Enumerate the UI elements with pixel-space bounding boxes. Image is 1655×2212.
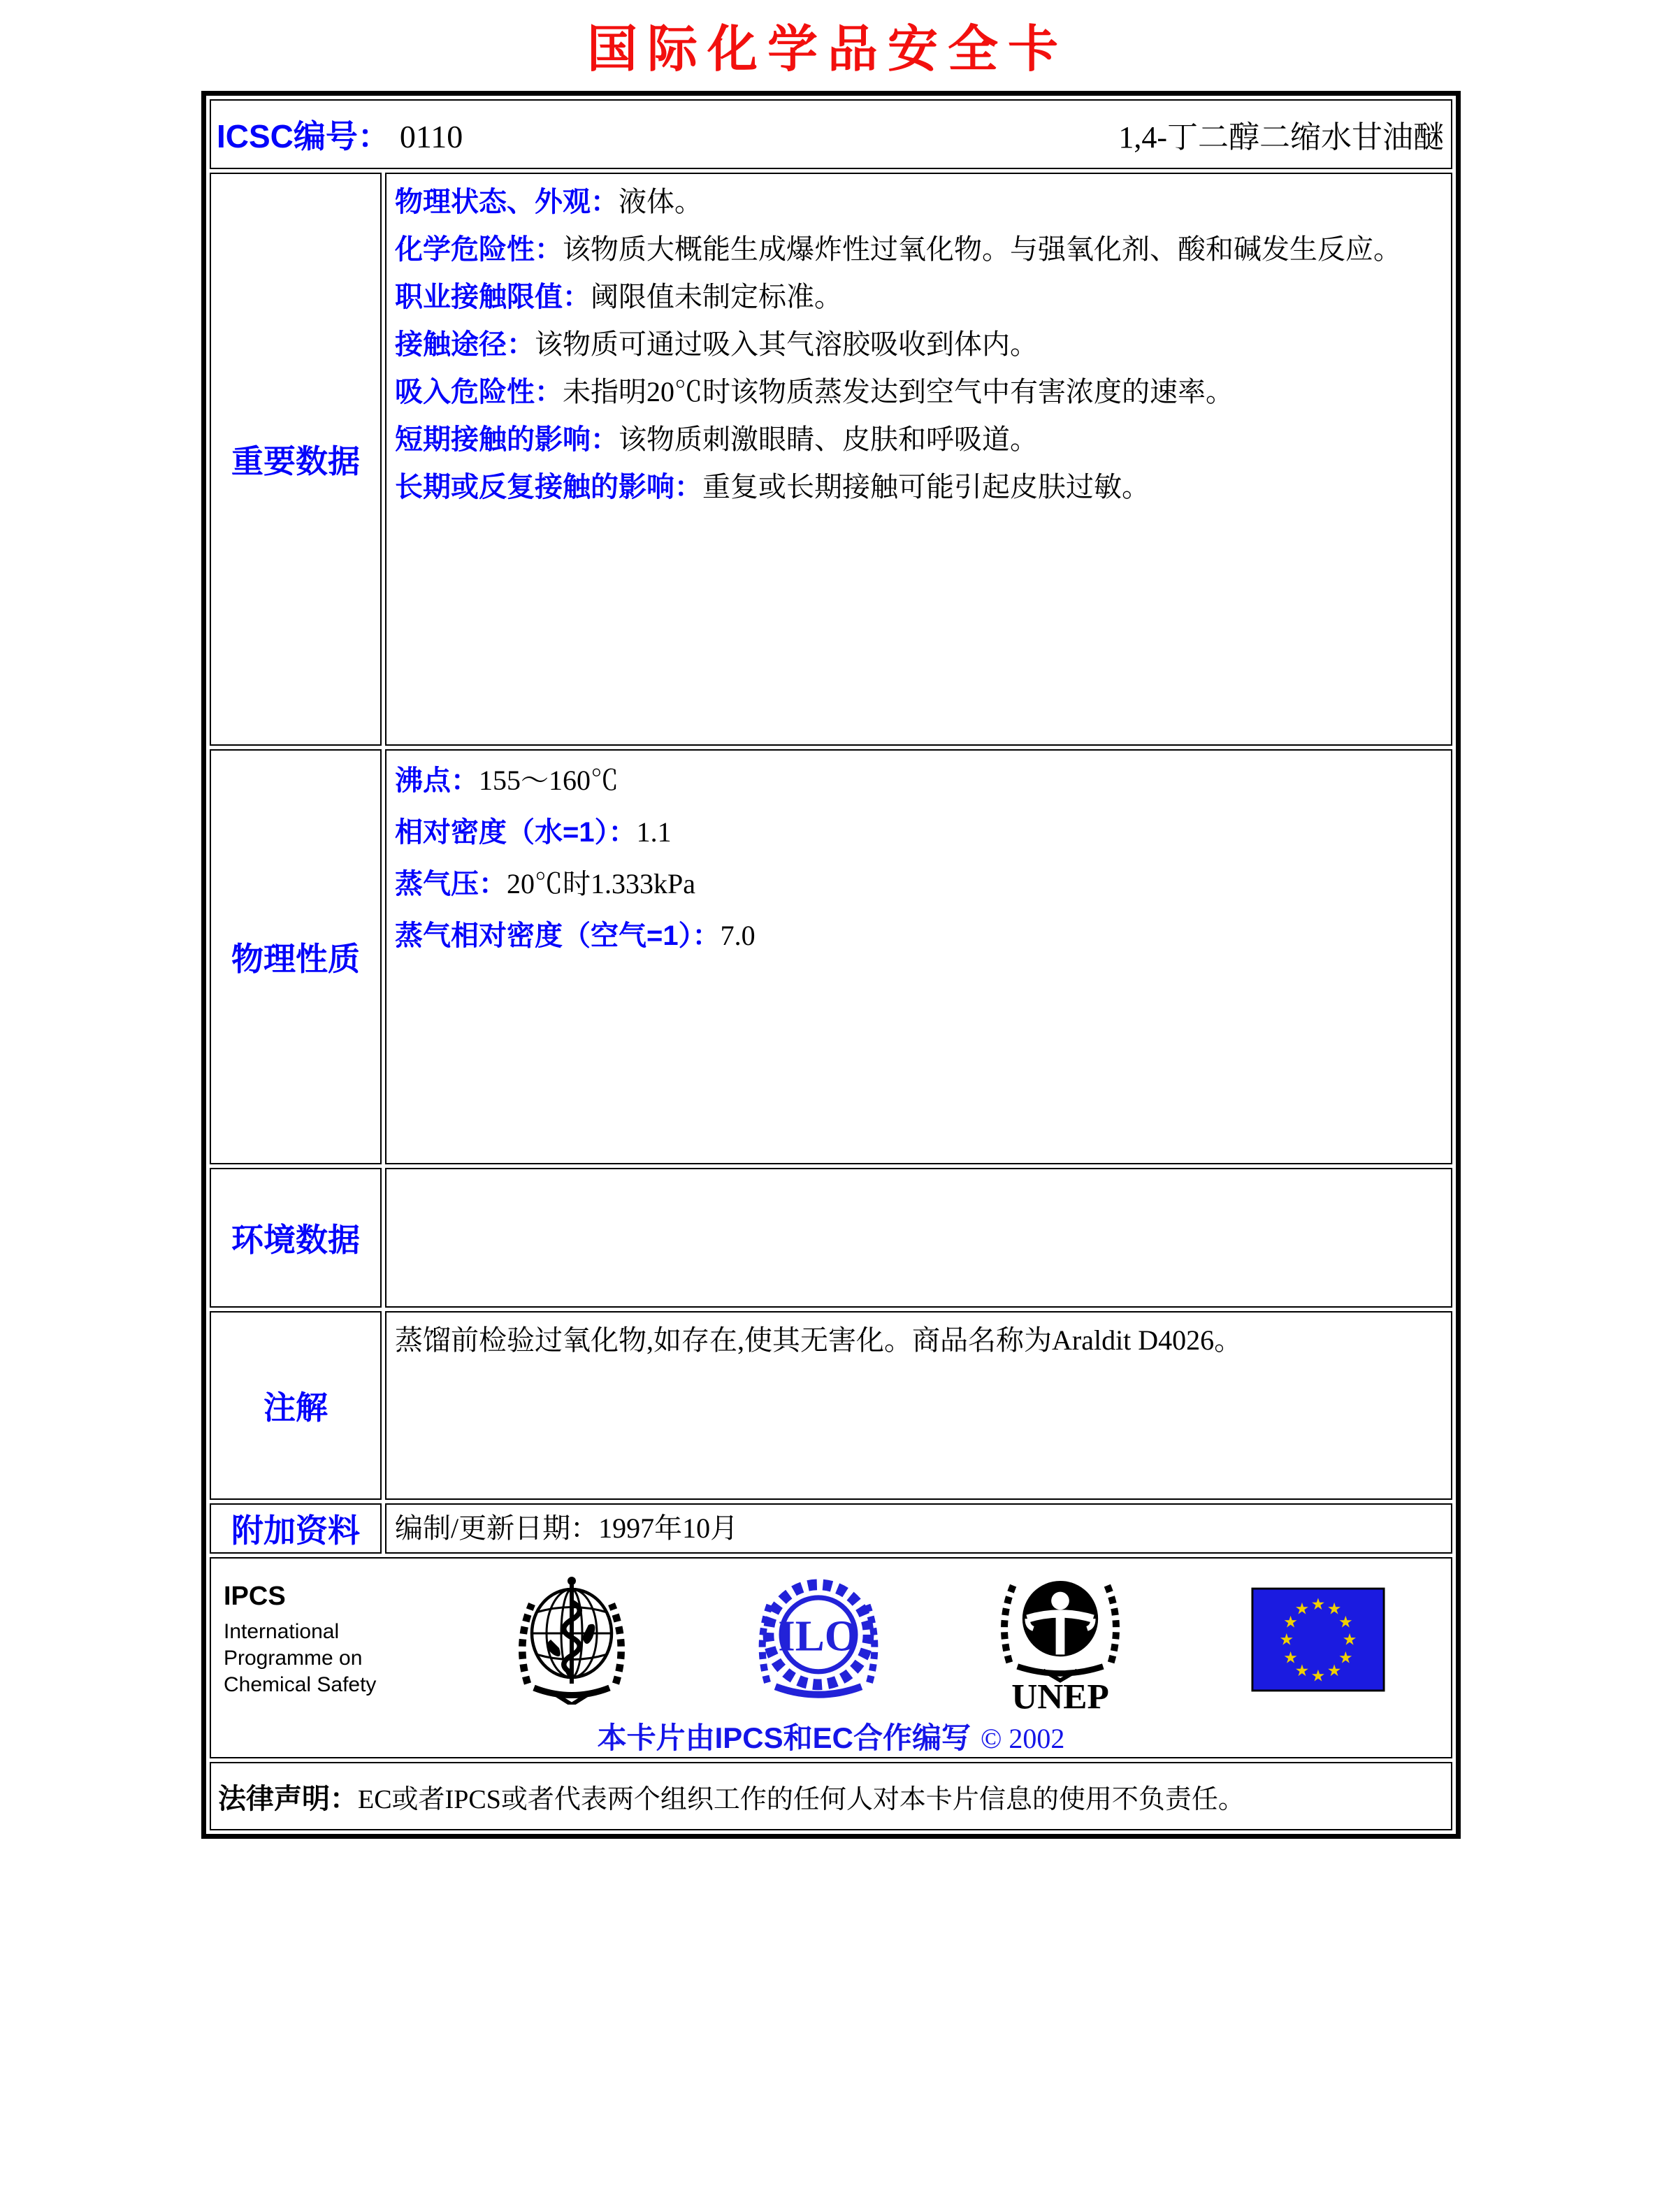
icsc-number-label: ICSC编号： [217, 118, 390, 154]
physical-properties-label-cell [210, 749, 382, 1164]
svg-text:★: ★ [1338, 1613, 1353, 1632]
environmental-data-row [210, 1168, 1452, 1308]
additional-info-row [210, 1503, 1452, 1554]
svg-text:★: ★ [1294, 1661, 1310, 1680]
eu-flag-icon [1251, 1587, 1385, 1692]
svg-text:ILO: ILO [778, 1611, 859, 1661]
ipcs-text-block: IPCS International Programme on Chemical Safety [224, 1582, 411, 1698]
additional-info-content-cell [385, 1503, 1452, 1554]
section-label-notes: 注解 [263, 1389, 328, 1426]
svg-text:★: ★ [1342, 1631, 1357, 1649]
header-row [210, 99, 1452, 169]
physical-item: 相对密度（水=1）：1.1 [395, 816, 672, 848]
physical-properties-row [210, 749, 1452, 1164]
legal-label: 法律声明： [218, 1783, 358, 1814]
svg-text:★: ★ [1327, 1661, 1342, 1680]
notes-row [210, 1311, 1452, 1500]
important-data-row [210, 173, 1452, 746]
important-item: 短期接触的影响：该物质刺激眼睛、皮肤和呼吸道。 [395, 424, 1038, 455]
svg-text:★: ★ [1283, 1649, 1298, 1668]
svg-text:★: ★ [1338, 1649, 1353, 1668]
physical-item: 蒸气相对密度（空气=1）：7.0 [395, 920, 756, 951]
update-date-label: 编制/更新日期： [395, 1512, 599, 1544]
logos-row [210, 1557, 1452, 1758]
legal-row [210, 1762, 1452, 1830]
svg-text:★: ★ [1283, 1613, 1298, 1632]
ipcs-abbr: IPCS [224, 1581, 286, 1611]
who-logo-icon [509, 1575, 635, 1705]
important-item: 接触途径：该物质可通过吸入其气溶胶吸收到体内。 [395, 328, 1038, 360]
svg-text:★: ★ [1310, 1595, 1326, 1614]
physical-properties-content-cell [385, 749, 1452, 1164]
update-date-value: 1997年10月 [598, 1512, 739, 1544]
page-title: 国际化学品安全卡 [586, 22, 1068, 78]
logo-strip [211, 1559, 1451, 1712]
icsc-card [201, 91, 1461, 1839]
notes-text: 蒸馏前检验过氧化物,如存在,使其无害化。商品名称为Araldit D4026。 [395, 1324, 1243, 1356]
important-item: 长期或反复接触的影响：重复或长期接触可能引起皮肤过敏。 [395, 471, 1150, 503]
section-label-additional-info: 附加资料 [231, 1512, 360, 1549]
physical-item: 沸点：155～160℃ [395, 765, 619, 796]
unep-logo-icon [995, 1567, 1125, 1712]
notes-label-cell [210, 1311, 382, 1500]
legal-cell [210, 1762, 1452, 1830]
notes-content-cell [385, 1311, 1452, 1500]
environmental-data-content-cell [385, 1168, 1452, 1308]
svg-text:★: ★ [1279, 1631, 1294, 1649]
physical-item: 蒸气压：20℃时1.333kPa [395, 868, 695, 899]
additional-info-label-cell [210, 1503, 382, 1554]
cooperation-caption [211, 1715, 1451, 1757]
environmental-data-label-cell [210, 1168, 382, 1308]
legal-text: EC或者IPCS或者代表两个组织工作的任何人对本卡片信息的使用不负责任。 [358, 1784, 1245, 1814]
logos-cell [210, 1557, 1452, 1758]
important-item: 物理状态、外观：液体。 [395, 186, 702, 217]
section-label-important-data: 重要数据 [231, 443, 360, 479]
section-label-environmental-data: 环境数据 [231, 1222, 360, 1258]
svg-text:★: ★ [1310, 1667, 1326, 1686]
important-data-label-cell [210, 173, 382, 746]
section-label-physical-properties: 物理性质 [231, 941, 360, 977]
important-item: 化学危险性：该物质大概能生成爆炸性过氧化物。与强氧化剂、酸和碱发生反应。 [395, 233, 1401, 265]
svg-text:★: ★ [1327, 1600, 1342, 1619]
icsc-number-group [217, 111, 463, 157]
header-cell [210, 99, 1452, 169]
chemical-name: 1,4-丁二醇二缩水甘油醚 [1118, 120, 1444, 154]
svg-text:UNEP: UNEP [1011, 1677, 1109, 1712]
svg-text:★: ★ [1294, 1600, 1310, 1619]
important-data-content-cell [385, 173, 1452, 746]
caption-text: 本卡片由IPCS和EC合作编写 [597, 1721, 971, 1754]
important-item: 职业接触限值：阈限值未制定标准。 [395, 281, 842, 312]
ilo-logo-icon [753, 1575, 883, 1705]
important-item: 吸入危险性：未指明20℃时该物质蒸发达到空气中有害浓度的速率。 [395, 376, 1234, 407]
copyright-text: © 2002 [980, 1723, 1065, 1754]
icsc-number-value: 0110 [399, 119, 463, 154]
